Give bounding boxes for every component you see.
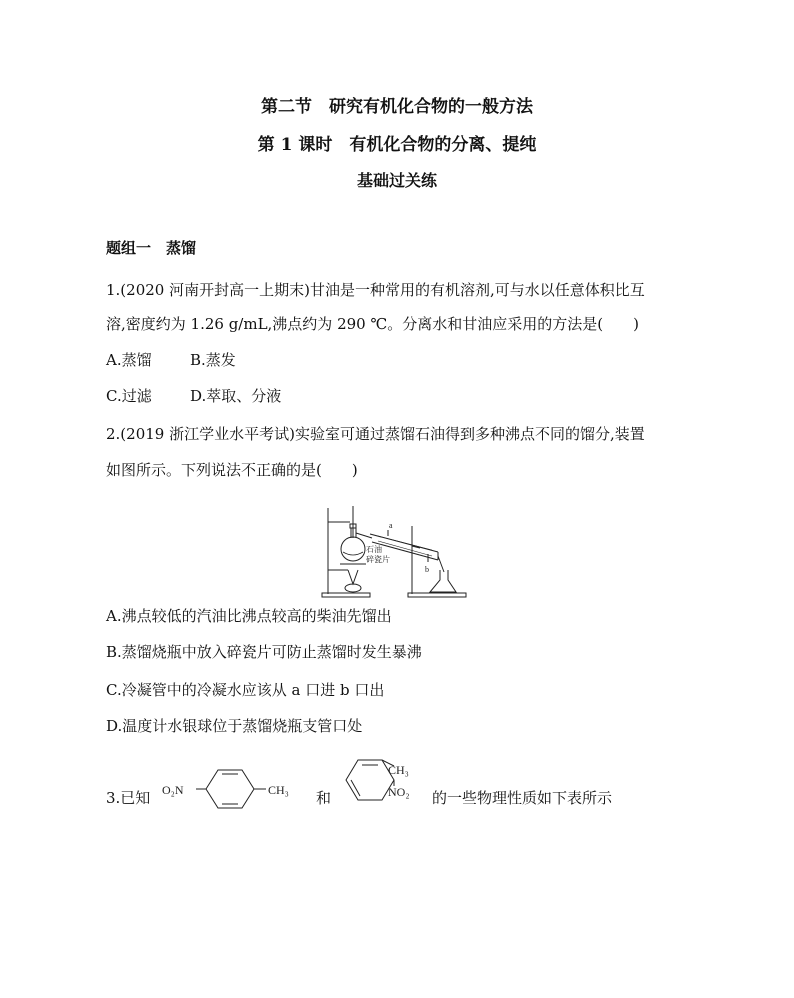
q2-option-d: D.温度计水银球位于蒸馏烧瓶支管口处	[106, 717, 363, 735]
q3-suffix: 的一些物理性质如下表所示	[432, 789, 613, 807]
q2-option-b: B.蒸馏烧瓶中放入碎瓷片可防止蒸馏时发生暴沸	[106, 643, 422, 661]
q1-stem-line2: 溶,密度约为 1.26 g/mL,沸点约为 290 ℃。分离水和甘油应采用的方法是( )	[106, 315, 639, 333]
q2-option-c: C.冷凝管中的冷凝水应该从 a 口进 b 口出	[106, 681, 385, 699]
mol2-top-group: CH₃	[388, 763, 409, 777]
q2-option-a: A.沸点较低的汽油比沸点较高的柴油先馏出	[106, 607, 392, 625]
q3-prefix: 3.已知	[106, 789, 151, 807]
q2-stem-line2: 如图所示。下列说法不正确的是( )	[106, 461, 358, 479]
lesson-title: 第 1 课时 有机化合物的分离、提纯	[257, 135, 537, 155]
mol1-left-group: O₂N	[162, 783, 184, 797]
figure-label-a: a	[389, 521, 393, 530]
p-nitrotoluene-structure	[160, 762, 310, 816]
distillation-apparatus-figure	[320, 500, 470, 600]
figure-label-chips: 碎瓷片	[366, 555, 390, 564]
practice-title: 基础过关练	[356, 171, 437, 190]
mol1-right-group: CH₃	[268, 783, 289, 797]
figure-label-oil: 石油	[366, 545, 382, 554]
q1-option-c: C.过滤	[106, 387, 152, 405]
section-title: 第二节 研究有机化合物的一般方法	[261, 97, 533, 117]
o-nitrotoluene-structure	[336, 756, 426, 818]
q3-conjunction: 和	[316, 789, 332, 807]
q2-stem-line1: 2.(2019 浙江学业水平考试)实验室可通过蒸馏石油得到多种沸点不同的馏分,装置	[106, 425, 645, 443]
mol2-bottom-group: NO₂	[388, 785, 410, 799]
q1-option-b: B.蒸发	[190, 351, 236, 369]
q1-option-d: D.萃取、分液	[190, 387, 282, 405]
group-heading: 题组一 蒸馏	[106, 239, 197, 257]
figure-label-b: b	[425, 565, 429, 574]
q1-stem-line1: 1.(2020 河南开封高一上期末)甘油是一种常用的有机溶剂,可与水以任意体积比互	[106, 281, 645, 299]
q1-option-a: A.蒸馏	[106, 351, 152, 369]
